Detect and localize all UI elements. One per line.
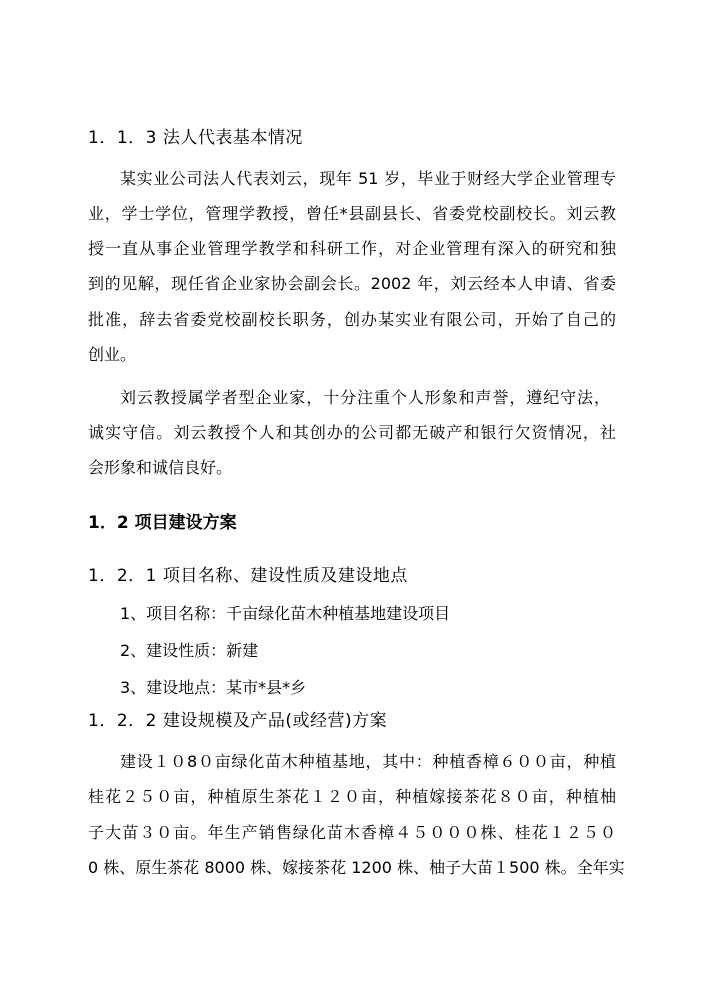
list-item: 3、建设地点：某市*县*乡 <box>120 678 307 697</box>
paragraph-line: 会形象和诚信良好。 <box>88 458 233 477</box>
list-item: 2、建设性质：新建 <box>120 641 259 660</box>
paragraph-line: 刘云教授属学者型企业家，十分注重个人形象和声誉，遵纪守法， <box>120 388 610 407</box>
heading-1-1-3: 1．1．3 法人代表基本情况 <box>88 128 303 148</box>
paragraph-line: 业，学士学位，管理学教授，曾任*县副县长、省委党校副校长。刘云教 <box>88 204 616 223</box>
paragraph-line: 0 株、原生茶花 8000 株、嫁接茶花 1200 株、柚子大苗１500 株。全年实 <box>88 858 625 877</box>
paragraph-line: 某实业公司法人代表刘云，现年 51 岁，毕业于财经大学企业管理专 <box>120 169 616 188</box>
paragraph-line: 授一直从事企业管理学教学和科研工作，对企业管理有深入的研究和独 <box>88 239 616 258</box>
paragraph-line: 到的见解，现任省企业家协会副会长。2002 年，刘云经本人申请、省委 <box>88 274 616 293</box>
paragraph-line: 子大苗３０亩。年生产销售绿化苗木香樟４５０００株、桂花１２５０ <box>88 823 616 842</box>
list-item: 1、项目名称：千亩绿化苗木种植基地建设项目 <box>120 604 451 623</box>
heading-1-2-1: 1．2．1 项目名称、建设性质及建设地点 <box>88 566 408 586</box>
paragraph-line: 创业。 <box>88 345 137 364</box>
paragraph-line: 诚实守信。刘云教授个人和其创办的公司都无破产和银行欠资情况，社 <box>88 423 616 442</box>
heading-1-2-2: 1．2．2 建设规模及产品(或经营)方案 <box>88 711 388 731</box>
paragraph-line: 批准，辞去省委党校副校长职务，创办某实业有限公司，开始了自己的 <box>88 310 616 329</box>
paragraph-line: 桂花２５０亩，种植原生茶花１２０亩，种植嫁接茶花８０亩，种植柚 <box>88 787 616 806</box>
heading-1-2: 1．2 项目建设方案 <box>88 513 237 533</box>
paragraph-line: 建设１０8０亩绿化苗木种植基地，其中：种植香樟６００亩，种植 <box>120 752 616 771</box>
